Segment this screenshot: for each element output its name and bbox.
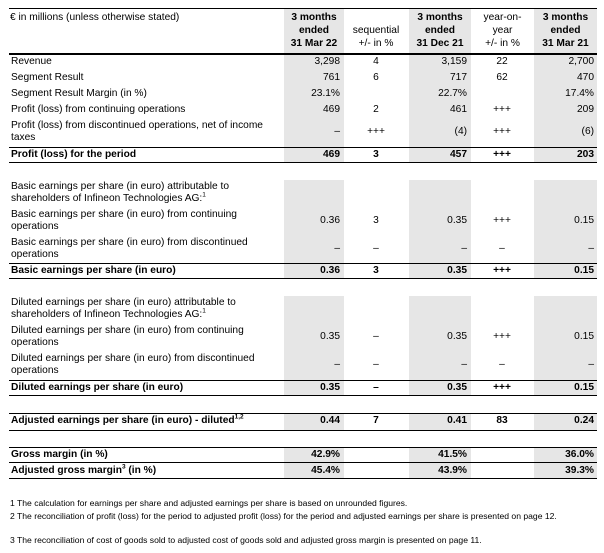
row-value-col-3: +++ — [493, 265, 511, 276]
row-value-col-4: 209 — [577, 104, 594, 115]
row-value-col-1: 3 — [373, 265, 379, 276]
row-value-col-1: 3 — [373, 149, 379, 160]
row-value-col-2: – — [461, 359, 467, 370]
footnote-1: 1 The calculation for earnings per share and adjusted earnings per share is based on unrounded figures. — [10, 498, 408, 508]
row-value-col-0: 3,298 — [314, 56, 340, 67]
section-gap — [409, 431, 471, 448]
header-col2-line-1: +/- in % — [358, 38, 394, 49]
header-col1-line-2: 31 Mar 22 — [290, 38, 338, 49]
row-value-col-4: 0.15 — [574, 331, 594, 342]
row-value-col-3: – — [499, 243, 505, 254]
row-value-col-2: (4) — [454, 126, 467, 137]
row-value-col-1: – — [373, 331, 379, 342]
row-value-col-4: 0.15 — [574, 382, 594, 393]
header-col4-line-1: year — [492, 25, 513, 36]
rule-before-adjusted-eps — [9, 413, 597, 414]
row-value-col-1: – — [373, 359, 379, 370]
row-value-col-2: 457 — [450, 149, 467, 160]
row-value-col-4: 0.15 — [574, 265, 594, 276]
row-value-col-3: +++ — [493, 382, 511, 393]
row-label: Segment Result — [11, 72, 84, 83]
row-label: Gross margin (in %) — [11, 449, 108, 460]
header-col2-line-0: sequential — [352, 25, 400, 36]
row-value-col-2: 0.35 — [447, 331, 467, 342]
section-gap — [284, 279, 344, 296]
row-value-col-0: 0.35 — [320, 382, 340, 393]
rule-after-diluted-eps — [9, 395, 597, 396]
footnote-3: 3 The reconciliation of cost of goods sold to adjusted cost of goods sold and adjusted gross margin is presented on page 11. — [10, 535, 482, 545]
row-value-col-4: 39.3% — [565, 465, 594, 476]
section-gap — [534, 396, 597, 413]
header-col5-line-2: 31 Mar 21 — [542, 38, 589, 49]
unit-label: € in millions (unless otherwise stated) — [10, 12, 180, 23]
rule-bottom — [9, 478, 597, 479]
row-value-col-4: 2,700 — [568, 56, 594, 67]
row-label: Diluted earnings per share (in euro) from discontinued — [11, 353, 255, 364]
row-label: shareholders of Infineon Technologies AG:$^1$ — [11, 191, 206, 204]
row-value-col-0: 23.1% — [311, 88, 340, 99]
row-label: Profit (loss) for the period — [11, 149, 137, 160]
row-value-col-0: 469 — [323, 149, 340, 160]
row-value-col-1: 3 — [373, 215, 379, 226]
row-value-col-4: 17.4% — [565, 88, 594, 99]
row-value-col-3: 62 — [496, 72, 508, 83]
footnote-2: 2 The reconciliation of profit (loss) for the period to adjusted profit (loss) for the period and adjusted earnings per share is presented on page 12. — [10, 511, 557, 521]
rule-before-profit — [9, 147, 597, 148]
row-value-col-0: – — [334, 126, 340, 137]
row-value-col-2: 0.35 — [447, 382, 467, 393]
row-value-col-2: 461 — [450, 104, 467, 115]
row-value-col-3: +++ — [493, 126, 511, 137]
section-gap — [284, 396, 344, 413]
section-gap — [409, 162, 471, 180]
row-label: Profit (loss) from discontinued operations, net of income — [11, 120, 263, 131]
row-value-col-2: 0.41 — [447, 415, 467, 426]
row-value-col-0: 761 — [323, 72, 340, 83]
footnote-ref: 1 — [202, 307, 206, 315]
row-value-col-1: +++ — [367, 126, 385, 137]
rule-after-adjusted-eps — [9, 430, 597, 431]
header-col1-line-1: ended — [298, 25, 329, 36]
row-label: operations — [11, 221, 59, 232]
row-value-col-2: – — [461, 243, 467, 254]
row-value-col-2: 41.5% — [438, 449, 467, 460]
row-value-col-3: +++ — [493, 215, 511, 226]
row-label: Basic earnings per share (in euro) attributable to — [11, 181, 230, 192]
row-label: Segment Result Margin (in %) — [11, 88, 147, 99]
row-label: operations — [11, 365, 59, 376]
row-value-col-4: 0.24 — [574, 415, 594, 426]
section-gap — [534, 431, 597, 448]
section-gap — [284, 431, 344, 448]
row-label: taxes — [11, 132, 36, 143]
header-col4-line-2: +/- in % — [485, 38, 520, 49]
top-rule — [9, 8, 597, 9]
row-value-col-2: 717 — [450, 72, 467, 83]
row-value-col-0: 0.36 — [320, 215, 340, 226]
rule-before-diluted-eps — [9, 380, 597, 381]
row-value-col-4: (6) — [581, 126, 594, 137]
row-label: Basic earnings per share (in euro) from continuing — [11, 209, 237, 220]
row-label: Basic earnings per share (in euro) from discontinued — [11, 237, 248, 248]
row-value-col-2: 0.35 — [447, 215, 467, 226]
row-value-col-4: 0.15 — [574, 215, 594, 226]
row-value-col-2: 3,159 — [441, 56, 467, 67]
row-label: shareholders of Infineon Technologies AG:$^1$ — [11, 307, 206, 320]
footnote-ref: 1 — [202, 191, 206, 199]
row-value-col-4: 203 — [577, 149, 594, 160]
row-label: operations — [11, 249, 59, 260]
header-col1-line-0: 3 months — [291, 12, 337, 23]
row-label: Profit (loss) from continuing operations — [11, 104, 186, 115]
row-value-col-1: – — [373, 243, 379, 254]
row-label: Adjusted gross margin$^3$ (in %) — [11, 463, 157, 476]
section-gap — [409, 279, 471, 296]
section-gap — [284, 162, 344, 180]
row-label: Basic earnings per share (in euro) — [11, 265, 176, 276]
row-value-col-0: 42.9% — [311, 449, 340, 460]
rule-before-gross-margin — [9, 447, 597, 448]
header-col5-line-0: 3 months — [542, 12, 589, 23]
row-value-col-0: 469 — [323, 104, 340, 115]
header-col3-line-2: 31 Dec 21 — [416, 38, 464, 49]
row-label: operations — [11, 337, 59, 348]
row-value-col-3: 22 — [496, 56, 508, 67]
footnote-ref: 3 — [121, 463, 126, 471]
row-value-col-0: – — [334, 243, 340, 254]
row-value-col-3: +++ — [493, 104, 511, 115]
row-value-col-2: 0.35 — [447, 265, 467, 276]
row-value-col-1: 7 — [373, 415, 379, 426]
row-value-col-3: – — [499, 359, 505, 370]
row-value-col-4: – — [588, 359, 594, 370]
section-gap — [534, 162, 597, 180]
row-value-col-2: 22.7% — [438, 88, 467, 99]
row-value-col-1: 6 — [373, 72, 379, 83]
row-value-col-0: 0.36 — [320, 265, 340, 276]
row-label: Diluted earnings per share (in euro) — [11, 382, 184, 393]
row-label: Diluted earnings per share (in euro) attributable to — [11, 297, 236, 308]
rule-before-basic-eps — [9, 263, 597, 264]
section-gap — [534, 279, 597, 296]
row-label: Revenue — [11, 56, 52, 67]
row-value-col-0: 0.35 — [320, 331, 340, 342]
row-value-col-2: 43.9% — [438, 465, 467, 476]
rule-after-profit — [9, 162, 597, 163]
row-label: Adjusted earnings per share (in euro) - diluted$^{1,2}$ — [11, 413, 244, 426]
row-label: Diluted earnings per share (in euro) from continuing — [11, 325, 244, 336]
row-value-col-4: 470 — [577, 72, 594, 83]
footnote-ref: 1,2 — [234, 413, 244, 421]
row-value-col-3: 83 — [496, 415, 508, 426]
row-value-col-0: – — [334, 359, 340, 370]
header-col5-line-1: ended — [550, 25, 581, 36]
rule-after-basic-eps — [9, 278, 597, 279]
header-rule — [9, 53, 597, 55]
row-value-col-3: +++ — [493, 331, 511, 342]
row-value-col-0: 0.44 — [320, 415, 340, 426]
row-value-col-1: 2 — [373, 104, 379, 115]
row-value-col-0: 45.4% — [311, 465, 340, 476]
row-value-col-1: 4 — [373, 56, 379, 67]
header-col4-line-0: year-on- — [483, 12, 522, 23]
row-value-col-3: +++ — [493, 149, 511, 160]
row-value-col-4: – — [588, 243, 594, 254]
header-col3-line-1: ended — [424, 25, 455, 36]
rule-mid-gross-margin — [9, 462, 597, 463]
row-value-col-1: – — [373, 382, 379, 393]
header-col3-line-0: 3 months — [417, 12, 463, 23]
section-gap — [409, 396, 471, 413]
row-value-col-4: 36.0% — [565, 449, 594, 460]
